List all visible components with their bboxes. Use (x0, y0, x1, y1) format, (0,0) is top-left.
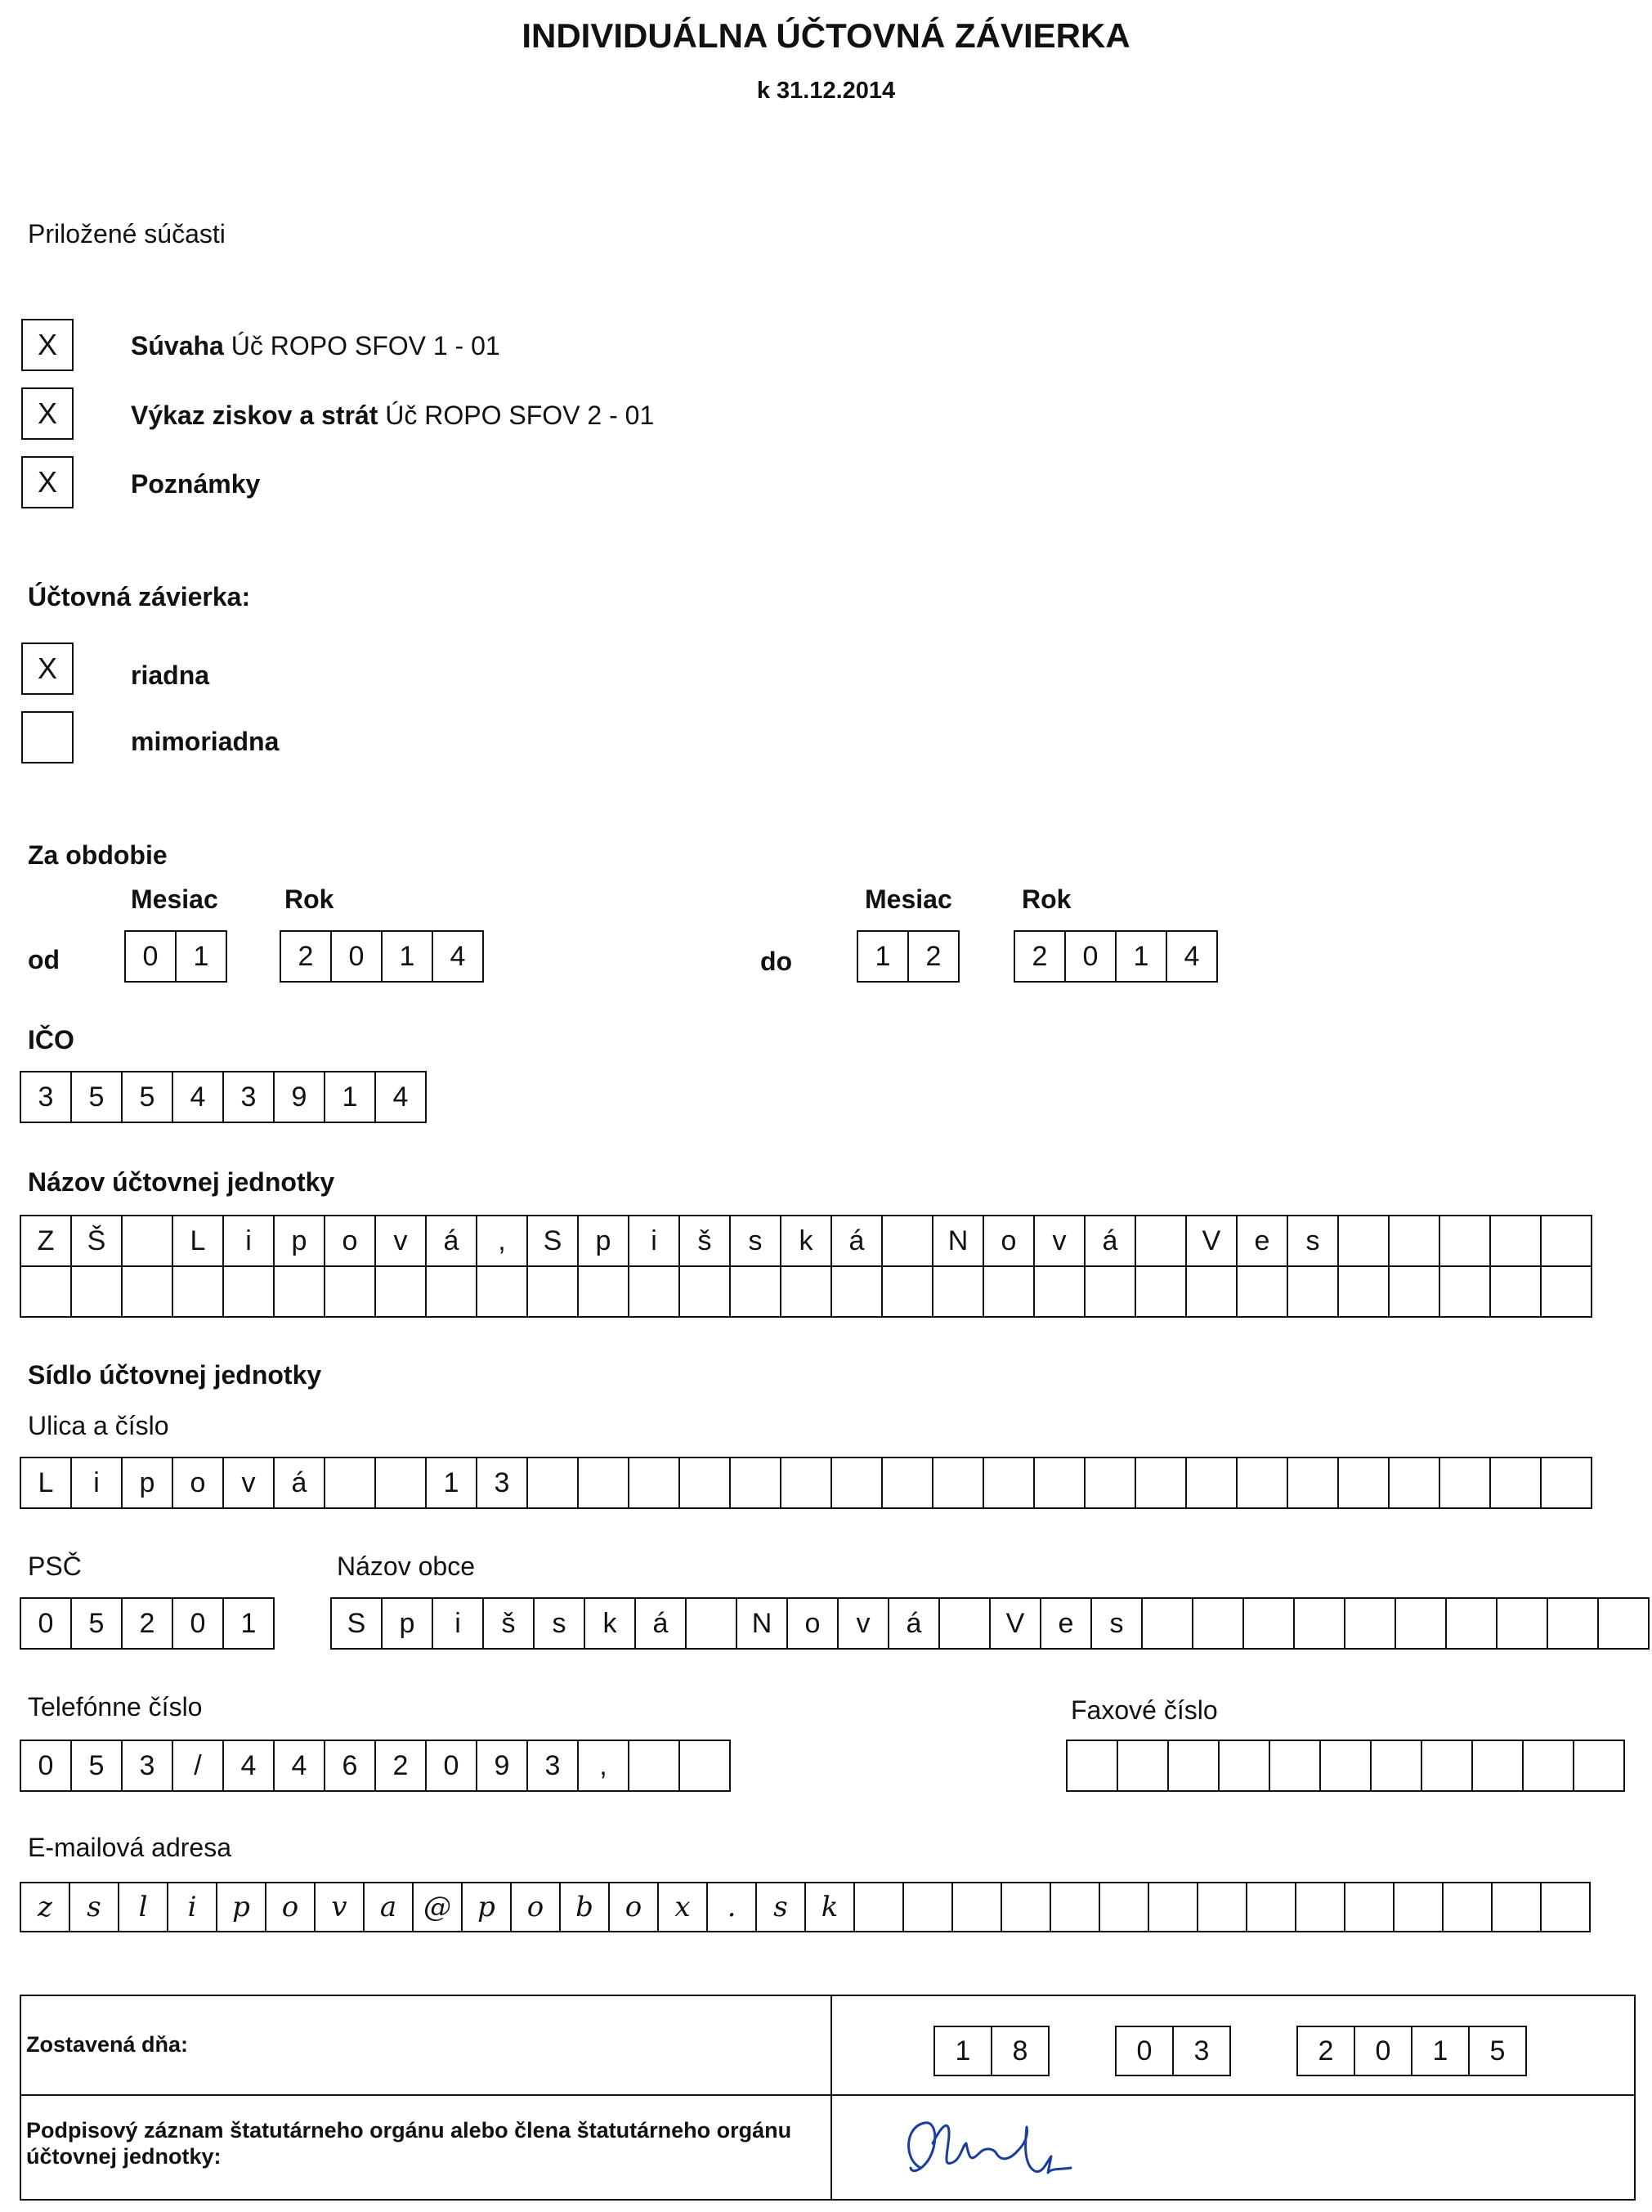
box-cell: o (608, 1882, 659, 1932)
box-cell: e (1236, 1215, 1288, 1267)
box-cell (324, 1265, 376, 1318)
box-cell: 6 (324, 1740, 376, 1792)
box-cell (1395, 1597, 1447, 1650)
box-cell: 5 (121, 1071, 173, 1123)
box-cell (1388, 1457, 1440, 1509)
box-cell (983, 1457, 1035, 1509)
box-cell: a (363, 1882, 414, 1932)
box-cell (628, 1740, 680, 1792)
box-cell: 2 (280, 930, 332, 983)
box-cell (1185, 1265, 1238, 1318)
box-cell: 2 (121, 1597, 173, 1650)
box-cell (1236, 1265, 1288, 1318)
box-cell: L (20, 1457, 72, 1509)
box-cell (902, 1882, 953, 1932)
box-cell (1489, 1457, 1542, 1509)
box-cell: p (577, 1215, 629, 1267)
from-year-field[interactable] (280, 930, 484, 983)
box-cell: 3 (1172, 2026, 1231, 2076)
box-cell: 2 (374, 1740, 427, 1792)
box-cell (476, 1265, 528, 1318)
box-cell (1489, 1265, 1542, 1318)
checkbox-vykaz[interactable]: X (21, 387, 74, 440)
box-cell: s (729, 1215, 781, 1267)
box-cell (1148, 1882, 1198, 1932)
box-cell (1388, 1265, 1440, 1318)
box-cell (1167, 1740, 1220, 1792)
box-cell (526, 1265, 579, 1318)
box-cell (1540, 1882, 1591, 1932)
box-cell (1033, 1265, 1086, 1318)
checkbox-poznamky[interactable]: X (21, 456, 74, 508)
box-cell: p (216, 1882, 266, 1932)
checkbox-mimoriadna[interactable] (21, 711, 74, 763)
box-cell: Š (70, 1215, 123, 1267)
box-cell (1344, 1597, 1396, 1650)
signature-image (888, 2111, 1133, 2192)
box-cell (1439, 1457, 1491, 1509)
compiled-month-field[interactable] (1115, 2026, 1231, 2076)
box-cell (729, 1265, 781, 1318)
box-cell (1135, 1457, 1187, 1509)
box-cell (951, 1882, 1002, 1932)
box-cell (1491, 1882, 1542, 1932)
to-month-field[interactable] (857, 930, 960, 983)
box-cell: o (983, 1215, 1035, 1267)
box-cell: 5 (70, 1597, 123, 1650)
box-cell (1287, 1265, 1339, 1318)
box-cell: z (20, 1882, 70, 1932)
box-cell (1242, 1597, 1295, 1650)
box-cell: á (888, 1597, 940, 1650)
to-year-label: Rok (1022, 884, 1072, 914)
box-cell: p (273, 1215, 325, 1267)
box-cell (853, 1882, 904, 1932)
unit-name-label: Názov účtovnej jednotky (28, 1167, 335, 1197)
to-label: do (760, 947, 793, 976)
box-cell: 0 (172, 1597, 224, 1650)
box-cell: x (657, 1882, 708, 1932)
box-cell (1287, 1457, 1339, 1509)
box-cell: 0 (1354, 2026, 1412, 2076)
box-cell (425, 1265, 477, 1318)
box-cell (121, 1215, 173, 1267)
box-cell: 3 (222, 1071, 275, 1123)
box-cell (1445, 1597, 1498, 1650)
box-cell: v (314, 1882, 365, 1932)
box-cell: s (533, 1597, 585, 1650)
box-cell: 1 (425, 1457, 477, 1509)
box-cell: á (1084, 1215, 1136, 1267)
box-cell: o (265, 1882, 316, 1932)
box-cell: 1 (933, 2026, 992, 2076)
box-cell: 4 (432, 930, 484, 983)
box-cell (780, 1457, 832, 1509)
attachment-vykaz: Výkaz ziskov a strát Úč ROPO SFOV 2 - 01 (131, 401, 655, 430)
box-cell (1442, 1882, 1493, 1932)
box-cell (577, 1265, 629, 1318)
box-cell (20, 1265, 72, 1318)
box-cell: b (559, 1882, 610, 1932)
box-cell: 4 (222, 1740, 275, 1792)
box-cell: 1 (1411, 2026, 1470, 2076)
box-cell (685, 1597, 737, 1650)
signature-label: Podpisový záznam štatutárneho orgánu alebo člena štatutárneho orgánu účtovnej jednotky: (26, 2118, 792, 2169)
box-cell: o (324, 1215, 376, 1267)
box-cell (1185, 1457, 1238, 1509)
box-cell (1471, 1740, 1524, 1792)
city-label: Názov obce (337, 1552, 475, 1581)
box-cell (1295, 1882, 1345, 1932)
box-cell (881, 1215, 933, 1267)
seat-label: Sídlo účtovnej jednotky (28, 1360, 322, 1390)
to-year-field[interactable] (1014, 930, 1218, 983)
box-cell (1597, 1597, 1650, 1650)
box-cell (172, 1265, 224, 1318)
box-cell: o (172, 1457, 224, 1509)
box-cell: v (1033, 1215, 1086, 1267)
box-cell (577, 1457, 629, 1509)
box-cell (1344, 1882, 1395, 1932)
box-cell: k (584, 1597, 636, 1650)
compiled-year-field[interactable] (1296, 2026, 1527, 2076)
period-heading: Za obdobie (28, 840, 168, 870)
box-cell (780, 1265, 832, 1318)
box-cell (1337, 1215, 1390, 1267)
box-cell (729, 1457, 781, 1509)
box-cell (1084, 1457, 1136, 1509)
box-cell (628, 1265, 680, 1318)
fax-field[interactable] (1066, 1740, 1625, 1792)
box-cell: o (510, 1882, 561, 1932)
attachments-heading: Priložené súčasti (28, 219, 226, 249)
box-cell (1573, 1740, 1625, 1792)
from-year-label: Rok (284, 884, 334, 914)
box-cell (1084, 1265, 1136, 1318)
box-cell (1246, 1882, 1296, 1932)
box-cell (121, 1265, 173, 1318)
box-cell: 3 (526, 1740, 579, 1792)
box-cell: á (425, 1215, 477, 1267)
option-riadna: riadna (131, 660, 210, 690)
box-cell: 4 (374, 1071, 427, 1123)
box-cell: 4 (1166, 930, 1218, 983)
box-cell: / (172, 1740, 224, 1792)
box-cell: Z (20, 1215, 72, 1267)
box-cell: s (1287, 1215, 1339, 1267)
box-cell: 5 (70, 1740, 123, 1792)
box-cell (1218, 1740, 1270, 1792)
box-cell (1393, 1882, 1444, 1932)
box-cell: i (167, 1882, 217, 1932)
box-cell: o (786, 1597, 839, 1650)
box-cell: v (222, 1457, 275, 1509)
box-cell: V (989, 1597, 1041, 1650)
box-cell (1496, 1597, 1548, 1650)
box-cell: 0 (330, 930, 383, 983)
attachment-suvaha: Súvaha Úč ROPO SFOV 1 - 01 (131, 331, 500, 360)
box-cell (1547, 1597, 1599, 1650)
box-cell: s (1090, 1597, 1143, 1650)
box-cell (1421, 1740, 1473, 1792)
box-cell (526, 1457, 579, 1509)
closing-type-heading: Účtovná závierka: (28, 582, 251, 611)
from-label: od (28, 945, 60, 974)
box-cell: 5 (70, 1071, 123, 1123)
box-cell (628, 1457, 680, 1509)
box-cell: 1 (857, 930, 909, 983)
ico-field[interactable] (20, 1071, 427, 1123)
box-cell: s (69, 1882, 119, 1932)
ico-label: IČO (28, 1025, 74, 1055)
box-cell: @ (412, 1882, 463, 1932)
box-cell: 0 (425, 1740, 477, 1792)
box-cell: 2 (1296, 2026, 1355, 2076)
box-cell: N (736, 1597, 788, 1650)
box-cell (1370, 1740, 1422, 1792)
box-cell: 9 (476, 1740, 528, 1792)
box-cell (1293, 1597, 1345, 1650)
email-label: E-mailová adresa (28, 1833, 231, 1862)
street-label: Ulica a číslo (28, 1411, 169, 1440)
box-cell (678, 1265, 731, 1318)
box-cell (1236, 1457, 1288, 1509)
box-cell: k (804, 1882, 855, 1932)
box-cell: 3 (20, 1071, 72, 1123)
box-cell: p (121, 1457, 173, 1509)
box-cell: 8 (991, 2026, 1050, 2076)
box-cell: š (678, 1215, 731, 1267)
box-cell (222, 1265, 275, 1318)
box-cell (1439, 1215, 1491, 1267)
box-cell (374, 1265, 427, 1318)
box-cell (1141, 1597, 1193, 1650)
box-cell: 3 (121, 1740, 173, 1792)
city-field[interactable] (330, 1597, 1650, 1650)
from-month-field[interactable] (124, 930, 227, 983)
box-cell: . (706, 1882, 757, 1932)
box-cell (1540, 1265, 1592, 1318)
box-cell: L (172, 1215, 224, 1267)
box-cell: S (526, 1215, 579, 1267)
box-cell (1099, 1882, 1149, 1932)
box-cell (1319, 1740, 1372, 1792)
box-cell: , (577, 1740, 629, 1792)
box-cell (1135, 1215, 1187, 1267)
box-cell: 1 (381, 930, 433, 983)
box-cell: 4 (273, 1740, 325, 1792)
box-cell (1439, 1265, 1491, 1318)
form-date: k 31.12.2014 (756, 78, 896, 104)
box-cell (983, 1265, 1035, 1318)
box-cell (678, 1740, 731, 1792)
box-cell: 3 (476, 1457, 528, 1509)
box-cell: i (222, 1215, 275, 1267)
checkbox-suvaha[interactable]: X (21, 319, 74, 371)
phone-label: Telefónne číslo (28, 1692, 203, 1722)
box-cell (324, 1457, 376, 1509)
box-cell: V (1185, 1215, 1238, 1267)
phone-field[interactable] (20, 1740, 731, 1792)
box-cell (273, 1265, 325, 1318)
box-cell (1489, 1215, 1542, 1267)
box-cell (1066, 1740, 1118, 1792)
box-cell (1192, 1597, 1244, 1650)
box-cell: v (374, 1215, 427, 1267)
box-cell (1269, 1740, 1321, 1792)
box-cell: 4 (172, 1071, 224, 1123)
box-cell (830, 1457, 883, 1509)
box-cell: á (273, 1457, 325, 1509)
fax-label: Faxové číslo (1071, 1695, 1218, 1725)
box-cell (881, 1265, 933, 1318)
box-cell: 1 (1115, 930, 1167, 983)
box-cell (1050, 1882, 1100, 1932)
box-cell: e (1040, 1597, 1092, 1650)
box-cell: v (837, 1597, 889, 1650)
compiled-day-field[interactable] (933, 2026, 1050, 2076)
box-cell (1001, 1882, 1051, 1932)
box-cell: N (932, 1215, 984, 1267)
psc-field[interactable] (20, 1597, 275, 1650)
form-title: INDIVIDUÁLNA ÚČTOVNÁ ZÁVIERKA (522, 16, 1130, 55)
box-cell (1033, 1457, 1086, 1509)
box-cell (1522, 1740, 1574, 1792)
option-mimoriadna: mimoriadna (131, 727, 280, 756)
unit-name-row-2[interactable] (20, 1265, 1592, 1318)
box-cell (938, 1597, 991, 1650)
to-month-label: Mesiac (865, 884, 952, 914)
box-cell: š (482, 1597, 535, 1650)
box-cell (932, 1265, 984, 1318)
from-month-label: Mesiac (131, 884, 218, 914)
box-cell: i (70, 1457, 123, 1509)
box-cell: 2 (1014, 930, 1066, 983)
street-field[interactable] (20, 1457, 1592, 1509)
box-cell: 5 (1468, 2026, 1527, 2076)
box-cell: i (432, 1597, 484, 1650)
box-cell: 0 (20, 1597, 72, 1650)
box-cell: , (476, 1215, 528, 1267)
box-cell: l (118, 1882, 168, 1932)
compiled-date-label: Zostavená dňa: (26, 2032, 189, 2057)
unit-name-row-1[interactable] (20, 1215, 1592, 1267)
box-cell: á (830, 1215, 883, 1267)
box-cell (1197, 1882, 1247, 1932)
box-cell (881, 1457, 933, 1509)
box-cell: k (780, 1215, 832, 1267)
box-cell (932, 1457, 984, 1509)
box-cell: 0 (1064, 930, 1117, 983)
attachment-poznamky: Poznámky (131, 469, 261, 499)
signoff-table (20, 1995, 1636, 2201)
box-cell: á (634, 1597, 687, 1650)
box-cell (1388, 1215, 1440, 1267)
box-cell: 1 (222, 1597, 275, 1650)
box-cell (374, 1457, 427, 1509)
box-cell: 1 (324, 1071, 376, 1123)
box-cell: p (461, 1882, 512, 1932)
box-cell (1337, 1265, 1390, 1318)
box-cell: p (381, 1597, 433, 1650)
box-cell: 1 (175, 930, 227, 983)
psc-label: PSČ (28, 1552, 82, 1581)
box-cell: 9 (273, 1071, 325, 1123)
box-cell (1135, 1265, 1187, 1318)
box-cell (1337, 1457, 1390, 1509)
checkbox-riadna[interactable]: X (21, 643, 74, 695)
box-cell (70, 1265, 123, 1318)
box-cell: 0 (1115, 2026, 1174, 2076)
box-cell: 0 (124, 930, 177, 983)
box-cell: S (330, 1597, 383, 1650)
email-field[interactable] (20, 1882, 1591, 1932)
box-cell: s (755, 1882, 806, 1932)
box-cell (1117, 1740, 1169, 1792)
box-cell (678, 1457, 731, 1509)
box-cell: 2 (907, 930, 960, 983)
box-cell: i (628, 1215, 680, 1267)
box-cell (1540, 1457, 1592, 1509)
box-cell (830, 1265, 883, 1318)
box-cell: 0 (20, 1740, 72, 1792)
box-cell (1540, 1215, 1592, 1267)
